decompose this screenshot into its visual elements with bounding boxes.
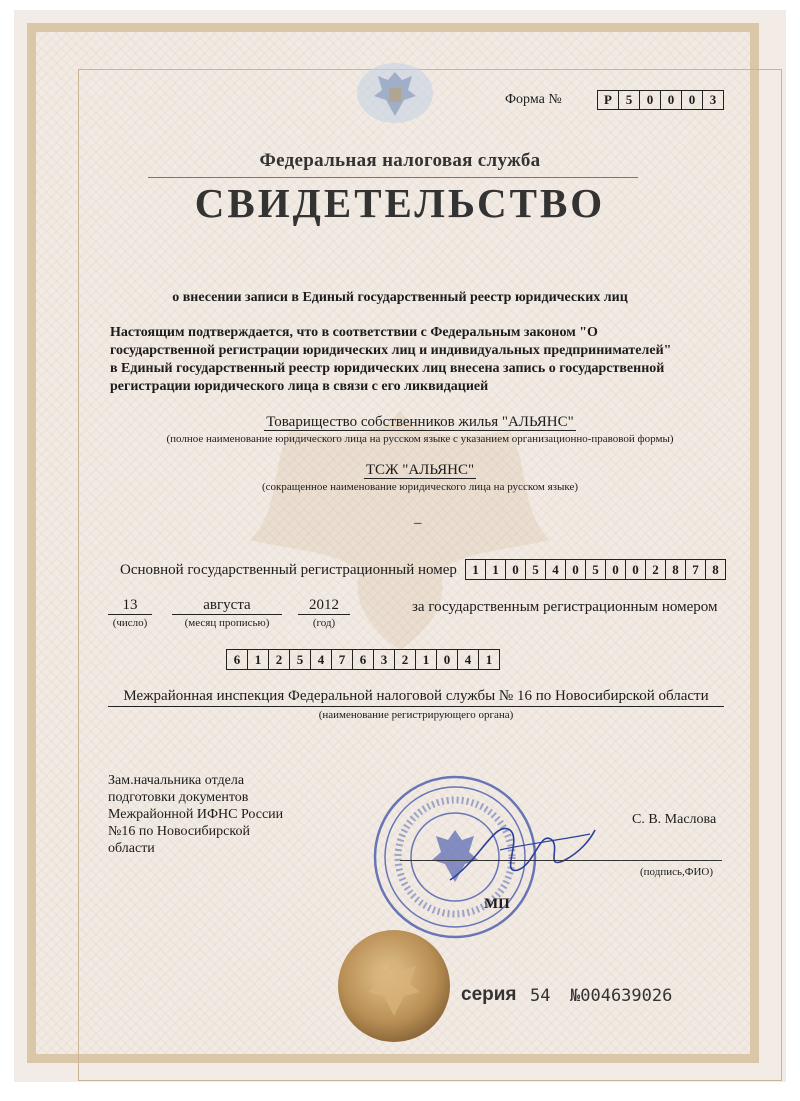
grn-digit: 1: [415, 649, 437, 670]
grn-digit: 6: [352, 649, 374, 670]
series-label: серия: [461, 984, 517, 1005]
ogrn-digit: 0: [625, 559, 646, 580]
form-code-digit: 0: [660, 90, 682, 110]
statement-line: регистрации юридического лица в связи с его ликвидацией: [110, 379, 489, 394]
form-code-digit: 0: [681, 90, 703, 110]
ogrn-digit: 0: [565, 559, 586, 580]
entity-short-name: ТСЖ "АЛЬЯНС": [365, 462, 475, 478]
date-month-hint: (месяц прописью): [184, 617, 270, 629]
date-day-hint: (число): [112, 617, 148, 629]
signatory-position-line: Зам.начальника отдела: [108, 773, 245, 788]
gold-hologram-seal: [336, 928, 452, 1044]
entity-short-name-field: [100, 462, 740, 479]
signatory-position-line: области: [108, 841, 155, 856]
entity-short-name-hint: (сокращенное наименование юридического лица на русском языке): [261, 481, 579, 493]
form-code-boxes: [598, 90, 724, 110]
grn-digit: 0: [436, 649, 458, 670]
date-year: 2012: [298, 597, 350, 615]
statement-line: в Единый государственный реестр юридических лиц внесена запись о государственной: [110, 361, 665, 376]
grn-digit: 7: [331, 649, 353, 670]
statement-paragraph: [110, 324, 730, 396]
blank-number: №004639026: [570, 986, 673, 1006]
grn-digit: 1: [478, 649, 500, 670]
grn-digit: 5: [289, 649, 311, 670]
grn-digit: 2: [394, 649, 416, 670]
grn-boxes: [227, 649, 500, 670]
agency-underline: [148, 177, 638, 178]
ogrn-digit: 7: [685, 559, 706, 580]
form-code-digit: 5: [618, 90, 640, 110]
signatory-name: С. В. Маслова: [632, 812, 717, 827]
statement-line: государственной регистрации юридических лиц и индивидуальных предпринимателей": [110, 343, 672, 358]
form-code-digit: Р: [597, 90, 619, 110]
signatory-position: [108, 772, 328, 857]
ogrn-digit: 2: [645, 559, 666, 580]
ogrn-digit: 0: [505, 559, 526, 580]
signatory-position-line: №16 по Новосибирской: [108, 824, 250, 839]
entity-full-name: Товарищество собственников жилья "АЛЬЯНС": [266, 414, 574, 430]
date-day: 13: [108, 597, 152, 615]
seal-place-label: МП: [484, 896, 510, 912]
signature-hint: (подпись,ФИО): [640, 866, 713, 878]
statement-line: Настоящим подтверждается, что в соответствии с Федеральным законом "О: [110, 325, 598, 340]
ogrn-digit: 8: [665, 559, 686, 580]
ogrn-digit: 4: [545, 559, 566, 580]
grn-digit: 6: [226, 649, 248, 670]
form-code-digit: 3: [702, 90, 724, 110]
foreign-name-dash: –: [414, 515, 422, 531]
entity-full-name-field: [100, 414, 740, 431]
registering-authority: Межрайонная инспекция Федеральной налоговой службы № 16 по Новосибирской области: [108, 688, 724, 707]
agency-name: Федеральная налоговая служба: [259, 150, 541, 171]
ogrn-digit: 1: [485, 559, 506, 580]
entity-full-name-hint: (полное наименование юридического лица на русском языке с указанием организационно-правовой формы): [166, 433, 674, 445]
ogrn-digit: 5: [585, 559, 606, 580]
ogrn-digit: 1: [465, 559, 486, 580]
handwritten-signature: [440, 800, 600, 900]
document-subtitle: о внесении записи в Единый государственный реестр юридических лиц: [172, 290, 628, 305]
form-code-digit: 0: [639, 90, 661, 110]
grn-digit: 2: [268, 649, 290, 670]
ogrn-label: Основной государственный регистрационный номер: [120, 562, 457, 578]
grn-digit: 3: [373, 649, 395, 670]
coat-of-arms-emblem: [352, 60, 438, 126]
grn-digit: 1: [247, 649, 269, 670]
signature-line: [400, 860, 722, 861]
ogrn-digit: 5: [525, 559, 546, 580]
date-year-hint: (год): [312, 617, 336, 629]
series-value: 54: [530, 986, 551, 1006]
grn-digit: 4: [310, 649, 332, 670]
signatory-position-line: подготовки документов: [108, 790, 249, 805]
document-title: СВИДЕТЕЛЬСТВО: [194, 180, 606, 226]
signatory-position-line: Межрайонной ИФНС России: [108, 807, 284, 822]
grn-label: за государственным регистрационным номером: [412, 599, 718, 615]
ogrn-boxes: [466, 559, 726, 580]
date-month: августа: [172, 597, 282, 615]
form-number-label: Форма №: [505, 92, 562, 107]
ogrn-digit: 0: [605, 559, 626, 580]
grn-digit: 4: [457, 649, 479, 670]
registering-authority-hint: (наименование регистрирующего органа): [318, 709, 514, 721]
ogrn-digit: 8: [705, 559, 726, 580]
